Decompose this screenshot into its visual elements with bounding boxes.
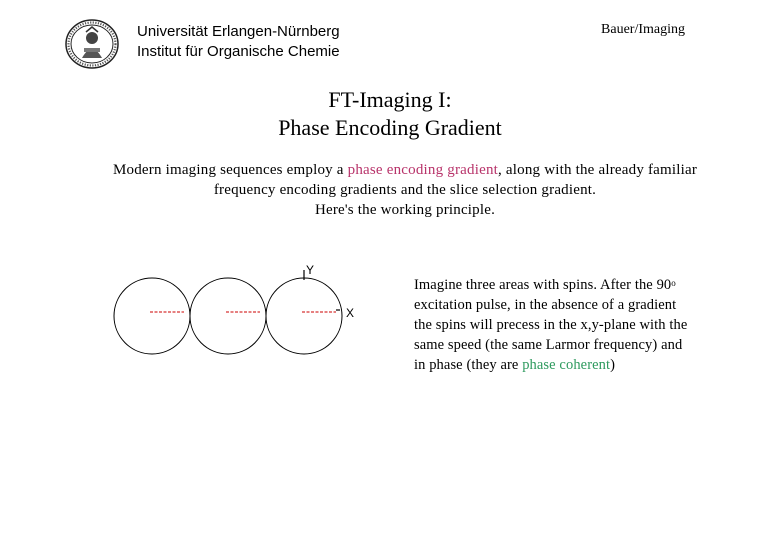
description-text-2: excitation pulse, in the absence of a gradient the spins will precess in the x,y-plane with the same speed (the same Larmor frequency) and in phase (they are (414, 297, 688, 373)
description-paragraph (414, 275, 694, 375)
author-label: Bauer/Imaging (601, 22, 685, 37)
university-seal-logo (64, 18, 120, 70)
slide-title (0, 86, 780, 142)
x-axis-label: X (346, 306, 355, 320)
intro-text-line-2: Here's the working principle. (314, 202, 496, 218)
title-line-2: Phase Encoding Gradient (278, 115, 502, 140)
intro-paragraph (100, 160, 710, 220)
phase-encoding-gradient-term: phase encoding gradient (347, 162, 499, 178)
spin-area-circle-3 (266, 278, 342, 354)
spin-area-circle-2 (190, 278, 266, 354)
spin-areas-diagram (108, 260, 368, 370)
spin-area-circle-1 (114, 278, 190, 354)
description-text-1: Imagine three areas with spins. After the 90 (414, 277, 672, 293)
intro-text-pre: Modern imaging sequences employ a (112, 162, 348, 178)
phase-coherent-term: phase coherent (522, 357, 611, 373)
institution-header (137, 22, 340, 62)
y-axis-label: Y (306, 263, 315, 277)
institution-line-1: Universität Erlangen-Nürnberg (137, 23, 340, 40)
degree-superscript: o (671, 278, 676, 288)
institution-line-2: Institut für Organische Chemie (137, 43, 340, 60)
description-text-3: ) (610, 357, 616, 373)
intro-text-post: , along with the already familiar frequency encoding gradients and the slice selection gradient. (213, 162, 698, 198)
title-line-1: FT-Imaging I: (328, 87, 452, 112)
